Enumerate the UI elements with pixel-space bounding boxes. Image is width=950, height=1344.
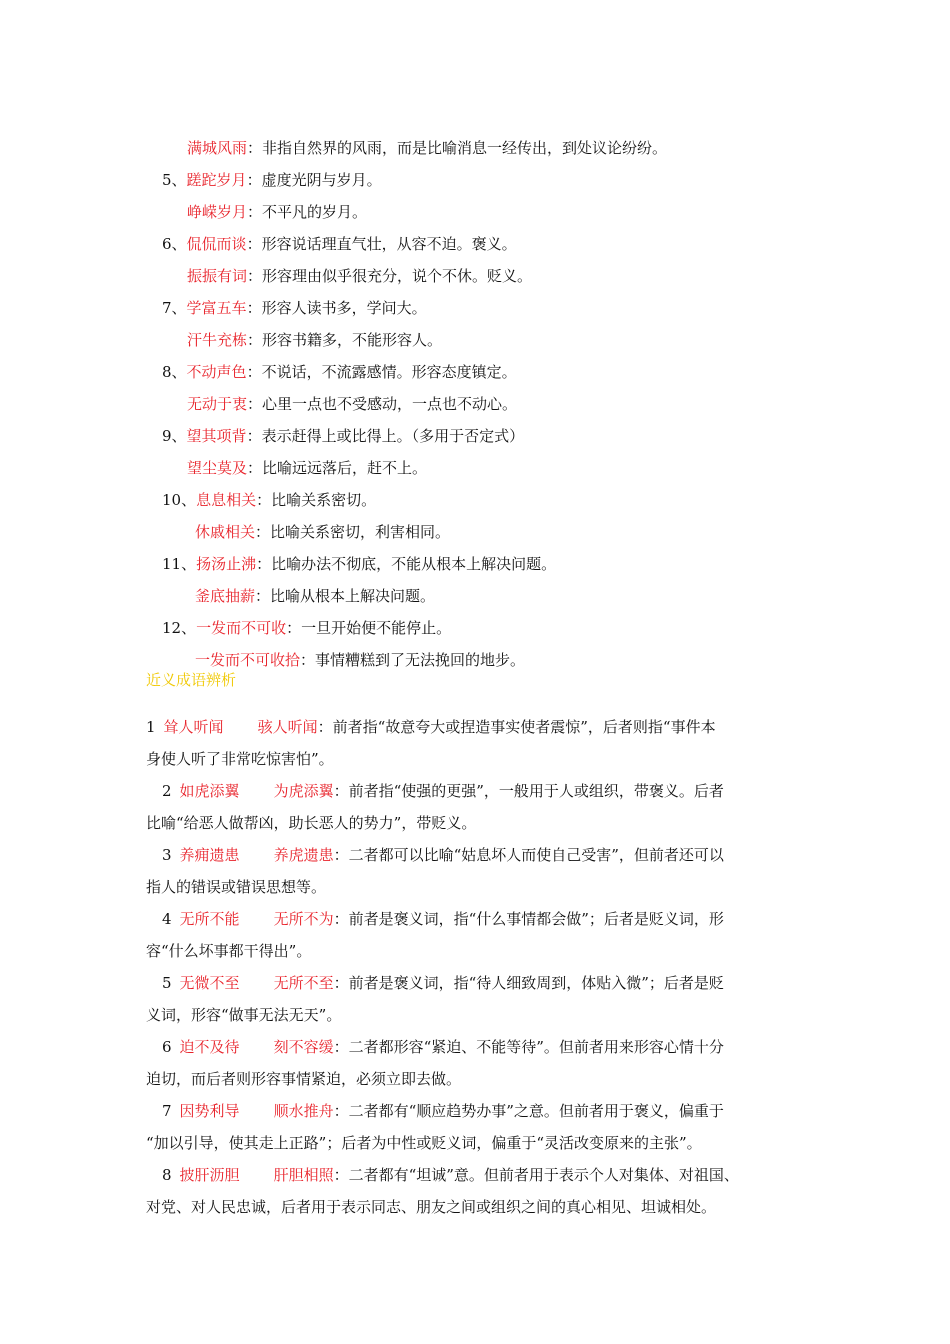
- idiom-b: 顺水推舟: [273, 1102, 334, 1120]
- list-item: [146, 716, 716, 738]
- analysis-text: ：二者都可以比喻“姑息坏人而使自己受害”，但前者还可以: [333, 846, 724, 864]
- item-number: 1: [146, 718, 156, 736]
- list-item: [162, 908, 724, 930]
- idiom-a: 无微不至: [179, 974, 240, 992]
- idiom-definition: ：比喻关系密切。: [256, 491, 377, 509]
- analysis-text: ：前者指“使强的更强”，一般用于人或组织，带褒义。后者: [333, 782, 724, 800]
- idiom-b: 养虎遗患: [273, 846, 334, 864]
- idiom-term: 振振有词: [187, 267, 248, 285]
- idiom-definition: ：非指自然界的风雨，而是比喻消息一经传出，到处议论纷纷。: [247, 139, 668, 157]
- idiom-term: 一发而不可收拾: [195, 651, 301, 669]
- analysis-text: ：前者是褒义词，指“什么事情都会做”；后者是贬义词，形: [333, 910, 724, 928]
- list-item: [162, 844, 724, 866]
- list-item-continuation: 比喻“给恶人做帮凶，助长恶人的势力”，带贬义。: [146, 814, 477, 832]
- idiom-term: 望尘莫及: [187, 459, 248, 477]
- item-number: 5: [162, 974, 172, 992]
- idiom-definition: ：虚度光阴与岁月。: [246, 171, 382, 189]
- idiom-term: 侃侃而谈: [186, 235, 247, 253]
- idiom-definition: ：形容书籍多，不能形容人。: [247, 331, 443, 349]
- list-item-continuation: 指人的错误或错误思想等。: [146, 878, 327, 896]
- analysis-text: ：二者都有“顺应趋势办事”之意。但前者用于褒义，偏重于: [333, 1102, 724, 1120]
- idiom-term: 望其项背: [186, 427, 247, 445]
- analysis-text: ：前者指“故意夸大或捏造事实使者震惊”，后者则指“事件本: [317, 718, 716, 736]
- idiom-a: 迫不及待: [179, 1038, 240, 1056]
- idiom-b: 无所不至: [273, 974, 334, 992]
- idiom-term: 息息相关: [196, 491, 257, 509]
- analysis-text: ：二者都形容“紧迫、不能等待”。但前者用来形容心情十分: [333, 1038, 724, 1056]
- idiom-definition: ：比喻从根本上解决问题。: [255, 587, 436, 605]
- item-number: 3: [162, 846, 172, 864]
- list-item: [187, 329, 442, 351]
- list-item: [195, 521, 450, 543]
- list-item: [162, 297, 427, 319]
- item-number: 6、: [162, 235, 187, 253]
- item-number: 2: [162, 782, 172, 800]
- idiom-definition: ：不平凡的岁月。: [247, 203, 368, 221]
- item-number: 12、: [162, 619, 197, 637]
- idiom-definition: ：比喻办法不彻底，不能从根本上解决问题。: [256, 555, 557, 573]
- list-item: [195, 649, 525, 671]
- list-item: [162, 425, 524, 447]
- idiom-b: 肝胆相照: [273, 1166, 334, 1184]
- item-number: 5、: [162, 171, 187, 189]
- item-number: 6: [162, 1038, 172, 1056]
- list-item: [187, 393, 517, 415]
- idiom-term: 一发而不可收: [196, 619, 287, 637]
- idiom-term: 扬汤止沸: [196, 555, 257, 573]
- idiom-term: 学富五车: [186, 299, 247, 317]
- item-number: 7、: [162, 299, 187, 317]
- list-item: [187, 137, 667, 159]
- list-item: [195, 585, 435, 607]
- item-number: 8: [162, 1166, 172, 1184]
- idiom-definition: ：一旦开始便不能停止。: [286, 619, 452, 637]
- list-item: [162, 780, 724, 802]
- list-item-continuation: “加以引导，使其走上正路”；后者为中性或贬义词，偏重于“灵活改变原来的主张”。: [146, 1134, 702, 1152]
- idiom-definition: ：不说话，不流露感情。形容态度镇定。: [246, 363, 517, 381]
- idiom-definition: ：比喻关系密切，利害相同。: [255, 523, 451, 541]
- item-number: 11、: [162, 555, 197, 573]
- item-number: 9、: [162, 427, 187, 445]
- list-item-continuation: 容“什么坏事都干得出”。: [146, 942, 312, 960]
- idiom-term: 休戚相关: [195, 523, 256, 541]
- idiom-definition: ：表示赶得上或比得上。（多用于否定式）: [246, 427, 525, 445]
- list-item: [162, 489, 376, 511]
- idiom-definition: ：形容说话理直气壮，从容不迫。褒义。: [246, 235, 517, 253]
- item-number: 10、: [162, 491, 197, 509]
- idiom-term: 蹉跎岁月: [186, 171, 247, 189]
- list-item: [162, 1164, 739, 1186]
- idiom-a: 无所不能: [179, 910, 240, 928]
- idiom-definition: ：形容理由似乎很充分，说个不休。贬义。: [247, 267, 533, 285]
- list-item-continuation: 身使人听了非常吃惊害怕”。: [146, 750, 334, 768]
- idiom-b: 骇人听闻: [257, 718, 318, 736]
- list-item: [187, 201, 367, 223]
- idiom-definition: ：事情糟糕到了无法挽回的地步。: [300, 651, 526, 669]
- idiom-term: 釜底抽薪: [195, 587, 256, 605]
- idiom-a: 养痈遗患: [179, 846, 240, 864]
- idiom-term: 满城风雨: [187, 139, 248, 157]
- list-item-continuation: 迫切，而后者则形容事情紧迫，必须立即去做。: [146, 1070, 462, 1088]
- list-item: [162, 1100, 724, 1122]
- idiom-b: 为虎添翼: [273, 782, 334, 800]
- list-item: [162, 617, 451, 639]
- idiom-term: 不动声色: [186, 363, 247, 381]
- idiom-term: 峥嵘岁月: [187, 203, 248, 221]
- analysis-text: ：二者都有“坦诚”意。但前者用于表示个人对集体、对祖国、: [333, 1166, 739, 1184]
- idiom-definition: ：比喻远远落后，赶不上。: [247, 459, 428, 477]
- idiom-term: 无动于衷: [187, 395, 248, 413]
- list-item: [187, 457, 427, 479]
- list-item: [162, 233, 517, 255]
- idiom-a: 因势利导: [179, 1102, 240, 1120]
- idiom-definition: ：心里一点也不受感动，一点也不动心。: [247, 395, 518, 413]
- list-item: [162, 1036, 724, 1058]
- list-item: [162, 553, 556, 575]
- list-item: [162, 361, 517, 383]
- item-number: 4: [162, 910, 172, 928]
- list-item-continuation: 对党、对人民忠诚，后者用于表示同志、朋友之间或组织之间的真心相见、坦诚相处。: [146, 1198, 717, 1216]
- idiom-term: 汗牛充栋: [187, 331, 248, 349]
- item-number: 7: [162, 1102, 172, 1120]
- item-number: 8、: [162, 363, 187, 381]
- idiom-a: 披肝沥胆: [179, 1166, 240, 1184]
- section-title: 近义成语辨析: [146, 671, 237, 689]
- idiom-a: 如虎添翼: [179, 782, 240, 800]
- analysis-text: ：前者是褒义词，指“待人细致周到，体贴入微”；后者是贬: [333, 974, 724, 992]
- list-item: [162, 169, 382, 191]
- list-item-continuation: 义词，形容“做事无法无天”。: [146, 1006, 342, 1024]
- idiom-a: 耸人听闻: [163, 718, 224, 736]
- idiom-definition: ：形容人读书多，学问大。: [246, 299, 427, 317]
- list-item: [162, 972, 724, 994]
- idiom-b: 无所不为: [273, 910, 334, 928]
- idiom-b: 刻不容缓: [273, 1038, 334, 1056]
- list-item: [187, 265, 532, 287]
